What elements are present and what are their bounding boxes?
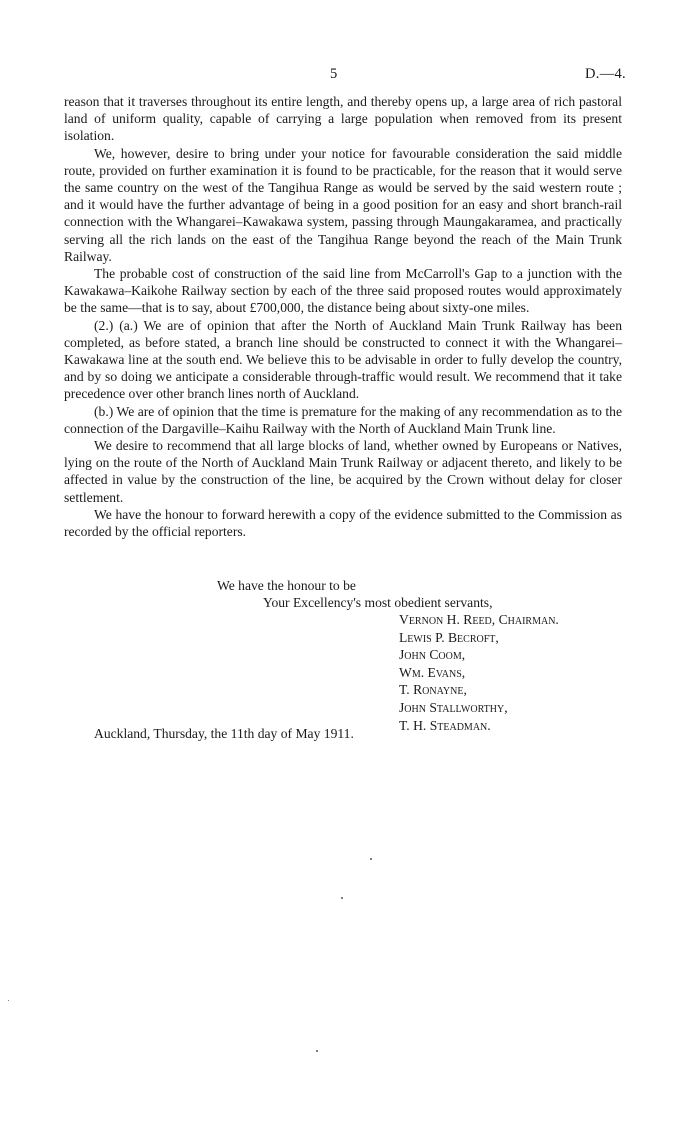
scan-speck	[8, 1000, 9, 1001]
scan-speck	[341, 897, 343, 899]
signature-reed: Vernon H. Reed, Chairman.	[399, 612, 559, 627]
signature-stallworthy: John Stallworthy,	[399, 699, 508, 715]
page-number: 5	[330, 66, 338, 82]
scan-speck	[316, 1050, 318, 1052]
signature-coom: John Coom,	[399, 647, 466, 663]
signature-steadman: T. H. Steadman.	[399, 717, 491, 733]
paragraph-continuation: reason that it traverses throughout its entire length, and thereby opens up, a large area of rich pastoral land of uniform quality, capable of carrying a large population when removed from its present isolation.	[64, 94, 622, 144]
signature-becroft: Lewis P. Becroft,	[399, 629, 499, 645]
report-body	[64, 93, 622, 540]
signature-ronayne: T. Ronayne,	[399, 682, 467, 698]
place-and-date: Auckland, Thursday, the 11th day of May 1911.	[94, 726, 354, 741]
closing-line-honour: We have the honour to be	[217, 578, 356, 593]
closing-line-servants: Your Excellency's most obedient servants,	[263, 595, 493, 610]
document-code: D.—4.	[585, 66, 626, 82]
signature-evans: Wm. Evans,	[399, 664, 466, 680]
paragraph-evidence: We have the honour to forward herewith a copy of the evidence submitted to the Commission as recorded by the official reporters.	[64, 506, 622, 540]
signature-block	[399, 611, 559, 734]
paragraph-probable-cost: The probable cost of construction of the said line from McCarroll's Gap to a junction with the Kawakawa–Kaikohe Railway section by each of the three said proposed routes would approximately be the same—that is to say, about £700,000, the distance being about sixty-one miles.	[64, 266, 622, 316]
paragraph-dargaville-kaihu: (b.) We are of opinion that the time is premature for the making of any recommendation as to the connection of the Dargaville–Kaihu Railway with the North of Auckland Main Trunk line.	[64, 403, 622, 436]
paragraph-middle-route: We, however, desire to bring under your notice for favourable consideration the said middle route, provided on further examination it is found to be practicable, for the reason that it would serve the same country on the west of the Tangihua Range as would be served by the said western route ; and it would have the further advantage of being in a good position for an easy and short branch-rail connection with the Whangarei–Kawakawa system, passing through Maungakaramea, and practically serving all the rich lands on the east of the Tangihua Range beyond the reach of the Main Trunk Railway.	[64, 145, 622, 264]
scan-speck	[370, 858, 372, 860]
paragraph-branch-line: (2.) (a.) We are of opinion that after the North of Auckland Main Trunk Railway has been completed, as before stated, a branch line should be constructed to connect it with the Whangarei–Kawakawa line at the south end. We believe this to be advisable in order to fully develop the country, and by so doing we anticipate a considerable through-traffic would result. We recommend that it take precedence over other branch lines north of Auckland.	[64, 317, 622, 402]
paragraph-land-acquisition: We desire to recommend that all large blocks of land, whether owned by Europeans or Natives, lying on the route of the North of Auckland Main Trunk Railway or adjacent thereto, and likely to be affected in value by the construction of the line, be acquired by the Crown without delay for closer settlement.	[64, 438, 622, 505]
